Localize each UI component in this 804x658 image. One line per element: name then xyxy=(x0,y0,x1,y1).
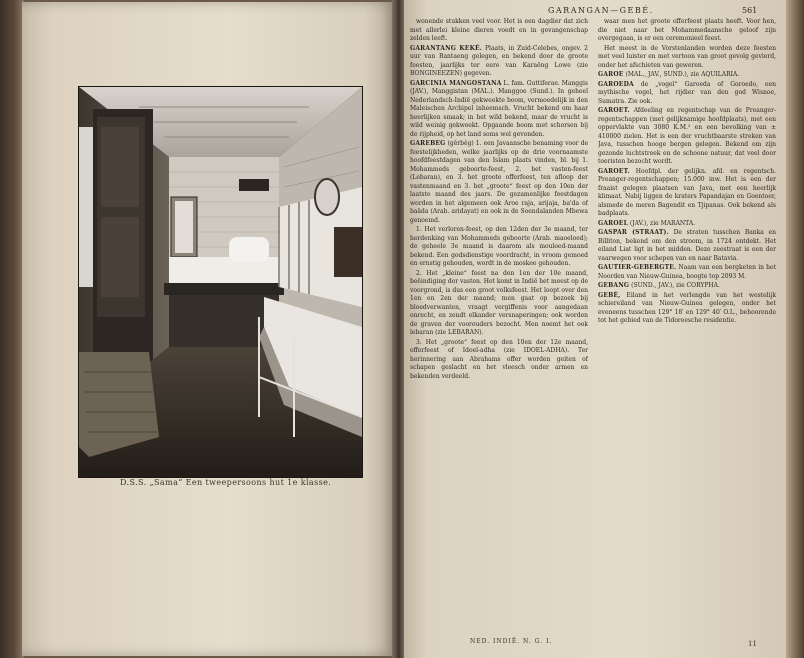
entry-text: Hoofdpl. der gelijkn. afd. en regentsch. Preanger-regentschappen; 15.000 inw. Het is een der fraaist gelegen plaatsen van Java, met een heerlijk klimaat. Nabij liggen de kraters Papandajan en Goentoer, alsmede de meren Bagendit en Tjipanas. Ook bekend als badplaats. xyxy=(598,167,776,217)
entry-text: Naam van een bergketen in het Noorden van Nieuw-Guinea, hoogte top 2093 M. xyxy=(598,264,776,280)
entry-text: (JAV.), zie MARANTA. xyxy=(629,219,696,227)
dictionary-entry xyxy=(598,81,776,107)
entry-text: (SUND., JAV.), zie CORYPHA. xyxy=(631,282,720,289)
dictionary-entry xyxy=(410,80,588,140)
printer-signature: NED. INDIË. N. G. I. xyxy=(470,638,553,645)
photo-caption: D.S.S. „Sama“ Een tweepersoons hut 1e klasse. xyxy=(120,478,332,487)
cabin-photo-illustration xyxy=(79,87,362,477)
entry-text: (MAL., JAV., SUND.), zie AQUILARIA. xyxy=(625,71,740,78)
paragraph: wonende stukken veel voor. Het is een dagdier dat zich met allerlei kleine dieren voedt en in gevangenschap zelden leeft. xyxy=(410,18,588,42)
signature-number: 11 xyxy=(748,640,757,648)
entry-text: De straten tusschen Banka en Billiton, bekend om den stroom, in 1724 ontdekt. Het eiland Liat ligt in het midden. Deze zeestraat is een der vaarwegen voor schepen van en naar Batavia. xyxy=(598,229,776,262)
entry-headword: GAUTIER-GEBERGTE. xyxy=(598,264,677,271)
entry-headword: GARCINIA MANGOSTANA xyxy=(410,79,502,87)
paragraph: 3. Het „groote“ feest op den 10en der 12e maand, offerfeest of Idoel-adha (zie IDOEL-ADHA). Ter herinnering aan Abrahams offer worden geiten of schapen geslacht en het vleesch onder armen en bekenden verdeeld. xyxy=(410,338,588,380)
dictionary-entry xyxy=(598,282,776,291)
entry-text: Plaats, in Zuid-Celebes, ongev. 2 uur van Bantaeng gelegen, en bekend door de groote feesten, jaarlijks ter eere van Karaëng Lowe (zie BONGINEEZEN) gegeven. xyxy=(410,44,588,77)
running-head: GARANGAN—GEBÉ. xyxy=(548,6,654,15)
entry-text: Afdeeling en regentschap van de Preanger-regentschappen (met gelijknamige hoofdplaats), met een oppervlakte van 3080 K.M.² en een bevolking van ± 410000 zielen. Het is een der vruchtbaarste streken van Java, tusschen hooge bergen gelegen. Bekend om zijn gezonde luchtstreek en de schoone natuur, dat veel door toeristen bezocht wordt. xyxy=(598,107,776,165)
paragraph: Het meest in de Vorstenlanden worden deze feesten met veel luister en met vertoon van groot gevolg gevierd, onder het afschieten van geweren. xyxy=(598,44,776,69)
book-edge-left xyxy=(0,0,24,658)
entry-text: de „vogel“ Garoeda of Goroedo, een mythische vogel, het rijdier van den god Wisnoe, Sumatra. Zie ook. xyxy=(598,80,776,105)
entry-headword: GAROEDA xyxy=(598,80,634,88)
paragraph: waar men het groote offerfeest plaats heeft. Voor hen, die niet naar het Mohammedaansche geloof zijn overgegaan, is er een ceremonieel feest. xyxy=(598,18,776,42)
paragraph: 2. Het „kleine“ feest na den 1en der 10e maand, beëindiging der vasten. Het komt in Indië het meest op de voorgrond, is dus een groot volksfeest. Het loopt over den 1en en 2en der maand; men gaat op bezoek bij bloedverwanten, vraagt vergiffenis voor aangedaan onrecht, en zendt elkander versnaperingen; ook worden de graven der voorouders bezocht. Men noemt het ook lebaran (zie LEBARAN). xyxy=(410,269,588,336)
dictionary-entry xyxy=(410,45,588,79)
dictionary-entry xyxy=(598,264,776,281)
entry-text: L. fam. Guttiferae. Manggis (JAV.), Manggistan (MAL.). Manggoe (Sund.). In geheel Nederlandsch-Indië gekweekte boom, vermoedelijk in den Maleischen Archipel inheemsch. Vrucht bekend om haar heerlijken smaak; in het wild bekend, maar de vrucht is wild weinig gekweekt. Opgaande boom met schorsen bij de rijpheid, op het land soms wel gevonden. xyxy=(410,79,588,138)
entry-headword: GASPAR (STRAAT). xyxy=(598,229,669,236)
dictionary-entry xyxy=(410,140,588,225)
dictionary-entry xyxy=(598,229,776,263)
entry-text: Eiland in het verlengde van het westelijk schiereiland van Nieuw-Guinea gelegen, onder het eveneens tusschen 129° 18′ en 129° 40′ O.L., behoorende tot het gebied van de Tidoreesche residentie. xyxy=(598,291,776,324)
text-column-right xyxy=(598,18,776,638)
entry-headword: GARANTANG KEKÉ. xyxy=(410,44,483,52)
paragraph: 1. Het verloren-feest, op den 12den der 3e maand, ter herdenking van Mohammeds geboorte (Arab. maoeloed); de geheele 3e maand is daarom als mouloed-maand bekend. Een godsdienstige voordracht, in vroom gemoed en ernstig gehouden, wordt in de moskee gehouden. xyxy=(410,226,588,267)
cabin-photograph xyxy=(78,86,363,478)
entry-headword: GAROE xyxy=(598,71,624,78)
dictionary-entry xyxy=(598,292,776,326)
entry-headword: GAROET. xyxy=(598,167,630,175)
dictionary-entry xyxy=(598,71,776,80)
entry-headword: GEBÉ, xyxy=(598,291,621,299)
text-column-left xyxy=(410,18,588,638)
entry-headword: GAREBEG xyxy=(410,140,446,147)
book-edge-right xyxy=(786,0,804,658)
dictionary-entry xyxy=(598,220,776,229)
page-number: 561 xyxy=(742,6,758,15)
entry-text: (gĕrbĕg) 1. een Javaansche benaming voor de feestelijkheden, welke jaarlijks op de drie voornaamste hoofdfeestdagen van den Islam plaats vinden, bl. bij 1. Mohammeds geboorte-feest, 2. het vasten-feest (Lebaran), en 3. het groote offerfeest, ten afloop der vastenmaand en 3. het „groote“ feest op den 10en der laatste maand des jaars. De gezamenlijke feestdagen worden in het algemeen ook Aroe raja, arijaja, ba'da of baäda (Arab. aridayat) en ook in de Soendalanden Mbewa genoemd. xyxy=(410,140,588,224)
dictionary-entry xyxy=(598,168,776,219)
entry-headword: GEBANG xyxy=(598,282,630,289)
entry-headword: GAROEL xyxy=(598,219,628,227)
dictionary-entry xyxy=(598,107,776,167)
entry-headword: GAROET. xyxy=(598,107,630,114)
